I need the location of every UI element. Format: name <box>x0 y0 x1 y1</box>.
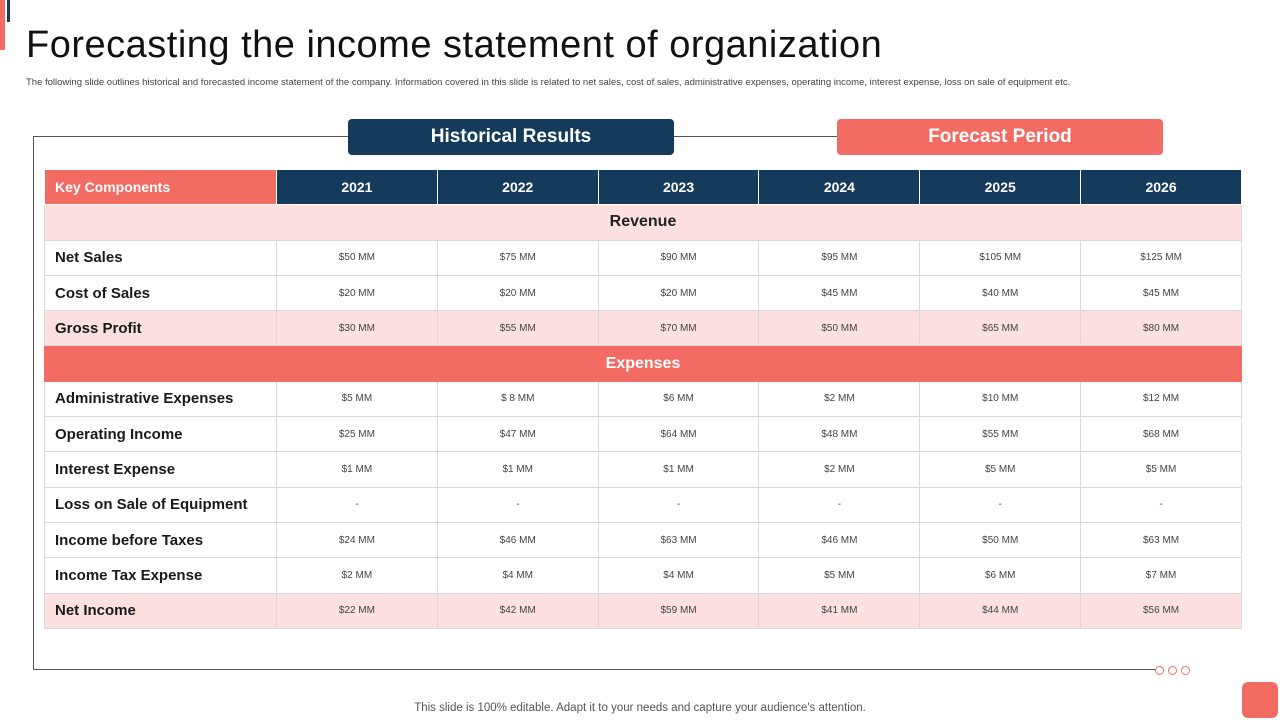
row-value: $42 MM <box>437 593 598 628</box>
row-value: $50 MM <box>920 522 1081 557</box>
row-value: $1 MM <box>598 452 759 487</box>
row-value: $56 MM <box>1081 593 1242 628</box>
page-subtitle: The following slide outlines historical and forecasted income statement of the company. Information covered in this slide is related to net sales, cost of sales, administrative expenses, operating income, interest expense, loss on sale of equipment etc. <box>26 77 1071 88</box>
row-label: Net Income <box>45 593 277 628</box>
dot-icon <box>1168 666 1177 675</box>
accent-bar-dark <box>7 0 10 22</box>
year-header: 2025 <box>920 170 1081 205</box>
row-value: $10 MM <box>920 381 1081 416</box>
row-value: - <box>598 487 759 522</box>
row-value: $ 8 MM <box>437 381 598 416</box>
dot-icon <box>1181 666 1190 675</box>
row-value: $90 MM <box>598 240 759 275</box>
table-row <box>45 487 1242 522</box>
row-value: $7 MM <box>1081 558 1242 593</box>
row-value: $45 MM <box>759 275 920 310</box>
row-value: $2 MM <box>277 558 438 593</box>
revenue-section-label: Revenue <box>45 205 1242 240</box>
row-value: $59 MM <box>598 593 759 628</box>
row-value: $5 MM <box>1081 452 1242 487</box>
row-value: $50 MM <box>759 311 920 346</box>
row-label: Income Tax Expense <box>45 558 277 593</box>
footer-note: This slide is 100% editable. Adapt it to your needs and capture your audience's attention. <box>414 702 866 714</box>
row-value: $41 MM <box>759 593 920 628</box>
row-value: $95 MM <box>759 240 920 275</box>
row-value: $44 MM <box>920 593 1081 628</box>
row-value: $48 MM <box>759 417 920 452</box>
row-value: $63 MM <box>1081 522 1242 557</box>
row-value: $5 MM <box>920 452 1081 487</box>
row-value: $5 MM <box>759 558 920 593</box>
row-value: $47 MM <box>437 417 598 452</box>
row-value: $4 MM <box>598 558 759 593</box>
year-header: 2023 <box>598 170 759 205</box>
row-value: $22 MM <box>277 593 438 628</box>
row-value: $30 MM <box>277 311 438 346</box>
row-label: Interest Expense <box>45 452 277 487</box>
row-value: $24 MM <box>277 522 438 557</box>
row-value: $20 MM <box>437 275 598 310</box>
table-row <box>45 417 1242 452</box>
revenue-section-row <box>45 205 1242 240</box>
row-value: $12 MM <box>1081 381 1242 416</box>
row-label: Administrative Expenses <box>45 381 277 416</box>
table-row <box>45 240 1242 275</box>
year-header: 2026 <box>1081 170 1242 205</box>
row-value: $70 MM <box>598 311 759 346</box>
row-value: $5 MM <box>277 381 438 416</box>
row-value: $80 MM <box>1081 311 1242 346</box>
historical-results-banner: Historical Results <box>348 119 674 155</box>
row-value: - <box>920 487 1081 522</box>
row-value: $63 MM <box>598 522 759 557</box>
row-value: $6 MM <box>598 381 759 416</box>
accent-bar <box>0 0 5 50</box>
table-row <box>45 593 1242 628</box>
row-value: $2 MM <box>759 381 920 416</box>
expenses-section-label: Expenses <box>45 346 1242 381</box>
row-value: $25 MM <box>277 417 438 452</box>
row-label: Operating Income <box>45 417 277 452</box>
row-label: Gross Profit <box>45 311 277 346</box>
row-value: $20 MM <box>277 275 438 310</box>
expenses-section-row <box>45 346 1242 381</box>
table-row <box>45 381 1242 416</box>
income-statement-table <box>44 169 1242 629</box>
row-value: $20 MM <box>598 275 759 310</box>
row-value: $65 MM <box>920 311 1081 346</box>
page-title: Forecasting the income statement of organization <box>26 24 883 66</box>
row-value: $68 MM <box>1081 417 1242 452</box>
row-value: - <box>277 487 438 522</box>
year-header: 2021 <box>277 170 438 205</box>
row-value: $64 MM <box>598 417 759 452</box>
row-value: $50 MM <box>277 240 438 275</box>
row-value: $125 MM <box>1081 240 1242 275</box>
row-label: Income before Taxes <box>45 522 277 557</box>
table-row <box>45 311 1242 346</box>
table-row <box>45 522 1242 557</box>
row-value: $75 MM <box>437 240 598 275</box>
row-value: $2 MM <box>759 452 920 487</box>
row-value: - <box>1081 487 1242 522</box>
key-components-header: Key Components <box>45 170 277 205</box>
row-value: $1 MM <box>277 452 438 487</box>
row-label: Net Sales <box>45 240 277 275</box>
corner-accent <box>1242 682 1278 718</box>
table-header-row <box>45 170 1242 205</box>
row-value: $55 MM <box>437 311 598 346</box>
table-row <box>45 558 1242 593</box>
table-row <box>45 452 1242 487</box>
row-value: - <box>437 487 598 522</box>
row-value: $55 MM <box>920 417 1081 452</box>
row-value: $4 MM <box>437 558 598 593</box>
year-header: 2022 <box>437 170 598 205</box>
row-value: $40 MM <box>920 275 1081 310</box>
row-value: $46 MM <box>759 522 920 557</box>
row-value: $46 MM <box>437 522 598 557</box>
row-value: $105 MM <box>920 240 1081 275</box>
row-label: Cost of Sales <box>45 275 277 310</box>
dot-icon <box>1155 666 1164 675</box>
forecast-period-banner: Forecast Period <box>837 119 1163 155</box>
row-value: - <box>759 487 920 522</box>
year-header: 2024 <box>759 170 920 205</box>
row-label: Loss on Sale of Equipment <box>45 487 277 522</box>
table-row <box>45 275 1242 310</box>
pagination-dots <box>1155 666 1190 675</box>
row-value: $45 MM <box>1081 275 1242 310</box>
row-value: $6 MM <box>920 558 1081 593</box>
row-value: $1 MM <box>437 452 598 487</box>
